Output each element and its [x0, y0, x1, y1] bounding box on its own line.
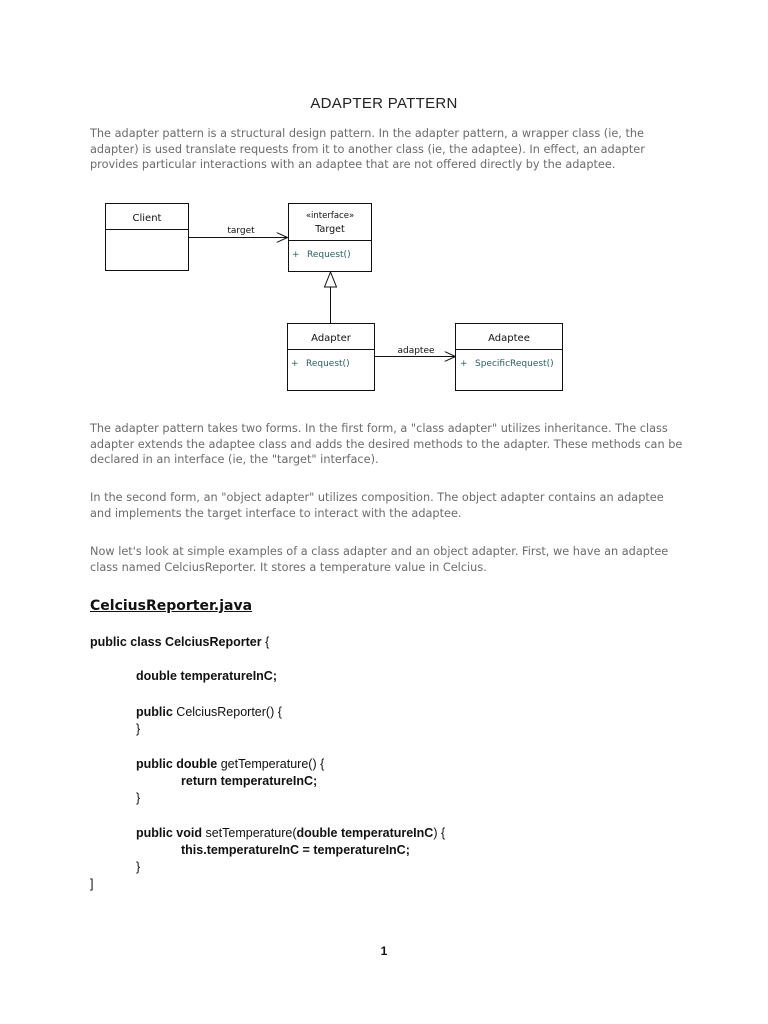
identifier: temperatureInC;: [180, 669, 277, 683]
code-file-heading: CelciusReporter.java: [90, 598, 253, 614]
adaptee-class-box: [456, 324, 563, 391]
intro-line: The adapter pattern is a structural design pattern. In the adapter pattern, a wrapper class (ie, the: [90, 127, 645, 140]
paragraph-line: and implements the target interface to interact with the adaptee.: [90, 506, 462, 520]
keyword: double: [136, 669, 177, 683]
signature: CelciusReporter() {: [176, 705, 282, 719]
client-class-box: [106, 204, 189, 271]
page-title: ADAPTER PATTERN: [310, 95, 458, 112]
brace: {: [265, 635, 270, 649]
brace: ) {: [433, 826, 446, 840]
adaptee-association-label: adaptee: [397, 346, 435, 356]
identifier: temperatureInC;: [220, 774, 318, 788]
paragraph-line: Now let's look at simple examples of a class adapter and an object adapter. First, we have an adaptee: [90, 545, 669, 558]
code-line-field: [136, 669, 277, 683]
code-line-getter: [136, 757, 324, 771]
code-line-getter-close: }: [136, 791, 141, 805]
intro-line: provides particular interactions with an adaptee that are not offered directly by the adaptee.: [90, 158, 616, 171]
target-operation: Request(): [307, 250, 351, 260]
client-class-name: Client: [132, 213, 162, 224]
class-name: CelciusReporter: [165, 635, 262, 649]
statement: this.temperatureInC = temperatureInC;: [181, 843, 410, 857]
realization-arrow: [325, 272, 337, 323]
adaptee-class-name: Adaptee: [488, 333, 530, 344]
keyword: public void: [136, 826, 202, 840]
target-association: [189, 226, 288, 238]
class-adapter-paragraph: [90, 421, 690, 468]
object-adapter-paragraph: [90, 490, 690, 521]
paragraph-line: class named CelciusReporter. It stores a temperature value in Celcius.: [90, 560, 487, 574]
code-line-getter-return: [181, 774, 317, 788]
identifier: temperatureInC: [340, 826, 434, 840]
target-interface-box: [289, 204, 372, 272]
keyword: public double: [136, 757, 218, 771]
keyword: public: [136, 705, 173, 719]
method-name: setTemperature(: [205, 826, 297, 840]
paragraph-line: declared in an interface (ie, the "target" interface).: [90, 453, 379, 466]
target-stereotype: «interface»: [305, 211, 355, 221]
example-intro-paragraph: [90, 544, 690, 575]
keyword: return: [181, 774, 218, 788]
code-line-class-close: ]: [90, 877, 94, 891]
adapter-class-name: Adapter: [311, 333, 351, 344]
adaptee-association: [375, 346, 456, 357]
signature: getTemperature() {: [220, 757, 325, 771]
adapter-class-box: [288, 324, 375, 391]
code-line-setter-body: [181, 843, 410, 857]
code-line-ctor-close: }: [136, 722, 141, 736]
paragraph-line: The adapter pattern takes two forms. In the first form, a "class adapter" utilizes inheritance. The class: [90, 422, 668, 435]
target-op-visibility: +: [292, 250, 300, 260]
keyword: public class: [90, 635, 162, 649]
target-class-name: Target: [315, 224, 345, 235]
page-number: 1: [380, 944, 388, 958]
code-line-ctor: [136, 705, 282, 719]
code-line-setter: [136, 826, 445, 840]
target-association-label: target: [227, 226, 255, 236]
adapter-op-visibility: +: [291, 359, 299, 369]
paragraph-line: adapter extends the adaptee class and adds the desired methods to the adapter. These methods can be: [90, 437, 683, 451]
keyword: double: [296, 826, 338, 840]
adapter-operation: Request(): [306, 359, 350, 369]
adaptee-op-visibility: +: [460, 359, 468, 369]
code-line-setter-close: }: [136, 860, 141, 874]
adaptee-operation: SpecificRequest(): [475, 359, 554, 369]
paragraph-line: In the second form, an "object adapter" utilizes composition. The object adapter contains an adaptee: [90, 491, 664, 504]
intro-line: adapter) is used translate requests from it to another class (ie, the adaptee). In effect, an adapter: [90, 142, 645, 156]
code-line-class-decl: [90, 635, 269, 649]
